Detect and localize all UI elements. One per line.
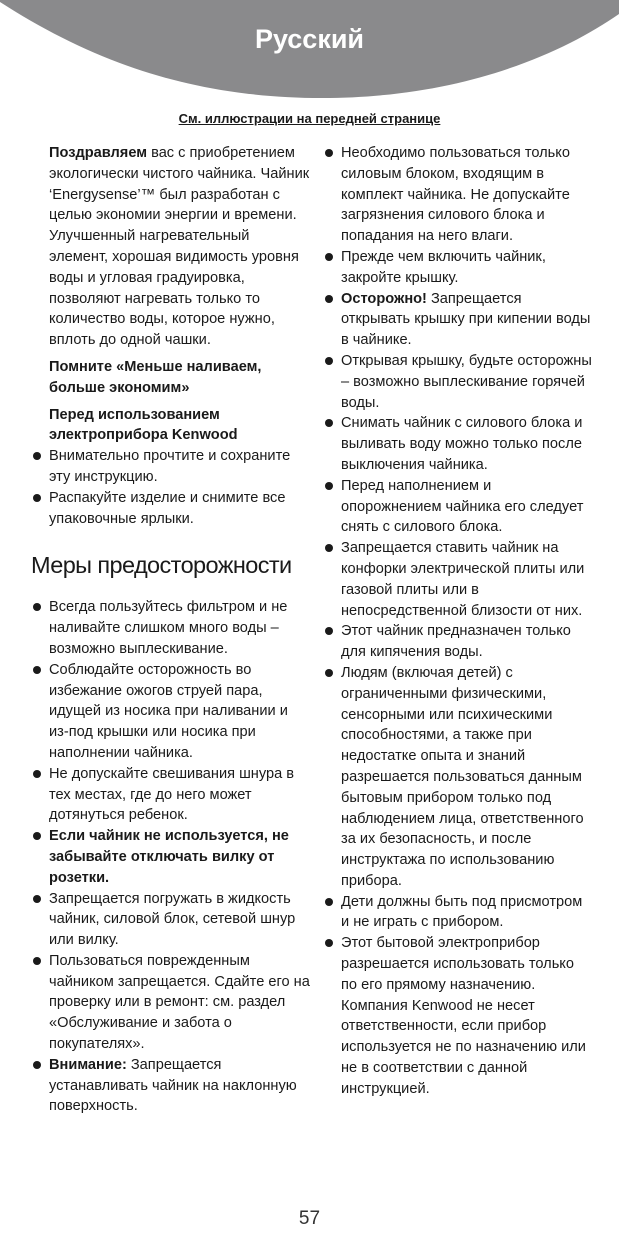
list-item: Пользоваться поврежденным чайником запрещается. Сдайте его на проверку или в ремонт: см. раздел «Обслуживание и забота о покупателях». bbox=[49, 951, 311, 1055]
list-item: Запрещается ставить чайник на конфорки электрической плиты или газовой плиты или в непосредственной близости от них. bbox=[341, 538, 593, 621]
list-item: Перед наполнением и опорожнением чайника его следует снять с силового блока. bbox=[341, 476, 593, 538]
left-column bbox=[31, 143, 311, 1117]
safety-heading: Меры предосторожности bbox=[31, 552, 292, 579]
list-item: Соблюдайте осторожность во избежание ожогов струей пара, идущей из носика при наливании и из-под крышки или носика при наполнении чайника. bbox=[49, 660, 311, 764]
list-item: Снимать чайник с силового блока и выливать воду можно только после выключения чайника. bbox=[341, 413, 593, 475]
list-item: Этот бытовой электроприбор разрешается использовать только по его прямому назначению. Компания Kenwood не несет ответственности, если прибор используется не по назначению или не в соответствии с данной инструкцией. bbox=[341, 933, 593, 1099]
page-number: 57 bbox=[298, 1208, 321, 1229]
intro-paragraph bbox=[49, 143, 311, 351]
before-use-list bbox=[49, 446, 311, 529]
congrats-text: вас с приобретением экологически чистого чайника. Чайник ‘Energysense’™ был разработан с целью экономии энергии и времени. Улучшенный нагревательный элемент, хорошая видимость уровня воды и угловая градуировка, позволяют нагревать только то количество воды, которое нужно, вплоть до одной чашки. bbox=[49, 145, 310, 349]
attention-bold: Внимание: bbox=[49, 1056, 127, 1073]
list-item: Запрещается погружать в жидкость чайник, силовой блок, сетевой шнур или вилку. bbox=[49, 889, 311, 951]
list-item: Всегда пользуйтесь фильтром и не наливайте слишком много воды – возможно выплескивание. bbox=[49, 597, 311, 659]
list-item: Людям (включая детей) с ограниченными физическими, сенсорными или психическими способностями, а также при недостатке опыта и знаний разрешается пользоваться данным бытовым прибором только под наблюдением лица, ответственного за их безопасность, и после инструктажа по использованию прибора. bbox=[341, 663, 593, 892]
list-item-caution bbox=[341, 289, 593, 351]
list-item-unplug: Если чайник не используется, не забывайте отключать вилку от розетки. bbox=[49, 826, 311, 888]
list-item: Прежде чем включить чайник, закройте крышку. bbox=[341, 247, 593, 289]
list-item: Открывая крышку, будьте осторожны – возможно выплескивание горячей воды. bbox=[341, 351, 593, 413]
see-illustrations-note: См. иллюстрации на передней странице bbox=[178, 111, 441, 126]
list-item: Внимательно прочтите и сохраните эту инструкцию. bbox=[49, 446, 311, 488]
list-item-attention bbox=[49, 1055, 311, 1117]
remember-slogan: Помните «Меньше наливаем, больше экономим» bbox=[49, 358, 262, 396]
attention-text: Запрещается устанавливать чайник на наклонную поверхность. bbox=[49, 1056, 297, 1115]
before-use-heading: Перед использованием электроприбора Kenwood bbox=[49, 406, 238, 444]
list-item: Необходимо пользоваться только силовым блоком, входящим в комплект чайника. Не допускайте загрязнения силового блока и попадания на него влаги. bbox=[341, 143, 593, 247]
page-title: Русский bbox=[254, 24, 365, 54]
caution-bold: Осторожно! bbox=[341, 290, 427, 307]
header-band bbox=[0, 0, 619, 110]
right-column bbox=[341, 143, 593, 1100]
congrats-bold: Поздравляем bbox=[49, 145, 148, 161]
list-item: Распакуйте изделие и снимите все упаковочные ярлыки. bbox=[49, 488, 311, 530]
caution-text: Запрещается открывать крышку при кипении воды в чайнике. bbox=[341, 290, 591, 349]
safety-list-left bbox=[49, 597, 311, 1117]
list-item: Этот чайник предназначен только для кипячения воды. bbox=[341, 621, 593, 663]
list-item: Дети должны быть под присмотром и не играть с прибором. bbox=[341, 892, 593, 934]
list-item: Не допускайте свешивания шнура в тех местах, где до него может дотянуться ребенок. bbox=[49, 764, 311, 826]
safety-list-right bbox=[341, 143, 593, 1100]
